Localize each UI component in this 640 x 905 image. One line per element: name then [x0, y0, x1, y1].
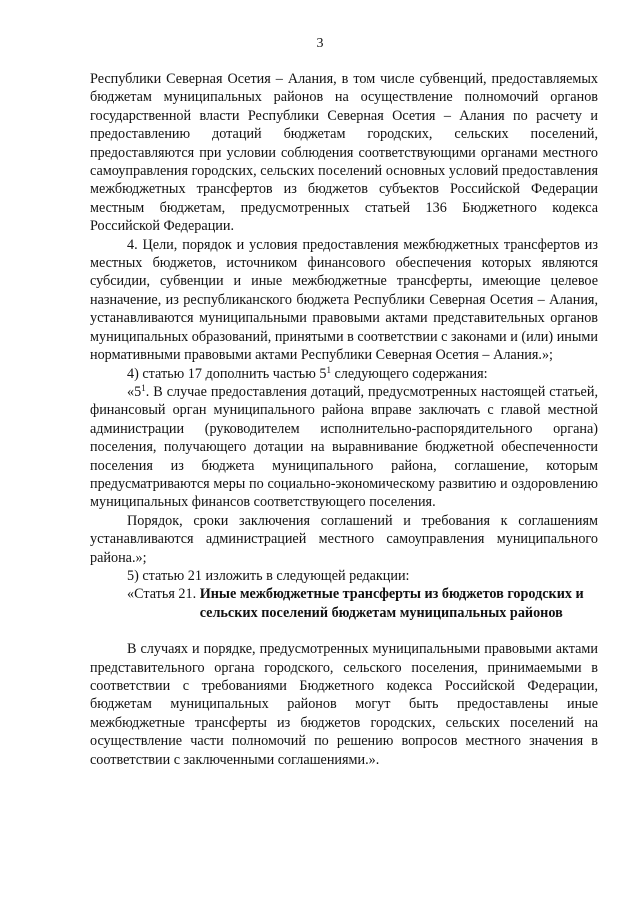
- part-5-1-text-end: . В случае предоставления дотаций, предусмотренных настоящей статьей, финансовый орган муниципального района вправе заключать с главой местной администрации (руководителем исполнительно-распорядительного органа) поселения, получающего дотации на выравнивание бюджетной обеспеченности поселения из бюджета муниципального района, соглашение, которым предусматриваются меры по социально-экономическому развитию и оздоровлению муниципальных финансов соответствующего поселения.: [90, 383, 598, 511]
- article-21-label: «Статья 21.: [127, 586, 200, 603]
- part-5-1-text-start: «5: [127, 383, 142, 400]
- amend-17-text-start: 4) статью 17 дополнить частью 5: [127, 365, 327, 382]
- amend-17-superscript: 1: [326, 364, 331, 375]
- amend-17-text-end: следующего содержания:: [330, 365, 488, 382]
- paragraph-article-21-body: В случаях и порядке, предусмотренных муниципальными правовыми актами представительного органа городского, сельского поселения, принимаемыми в соответствии с требованиями Бюджетного кодекса Российской Федерации, бюджетам муниципальных районов могут быть предоставлены иные межбюджетные трансферты из бюджетов городских, сельских поселений на осуществление части полномочий по решению вопросов местного значения в соответствии с заключенными соглашениями.».: [90, 641, 598, 768]
- paragraph-amend-article-21: 5) статью 21 изложить в следующей редакции:: [127, 567, 410, 584]
- paragraph-agreements-procedure: Порядок, сроки заключения соглашений и требования к соглашениям устанавливаются администрацией местного самоуправления муниципального района.»;: [90, 512, 598, 566]
- paragraph-amend-article-17: [90, 365, 598, 383]
- article-21-heading: [90, 585, 598, 622]
- paragraph-continuation: Республики Северная Осетия – Алания, в том числе субвенций, предоставляемых бюджетам муниципальных районов на осуществление полномочий органов государственной власти Республики Северная Осетия – Алания по расчету и предоставлению дотаций бюджетам городских, сельских поселений, предоставляются при условии соблюдения соответствующими органами местного самоуправления городских, сельских поселений основных условий предоставления межбюджетных трансфертов из бюджетов субъектов Российской Федерации местным бюджетам, предусмотренных статьей 136 Бюджетного кодекса Российской Федерации.: [90, 71, 598, 235]
- paragraph-item-4: 4. Цели, порядок и условия предоставления межбюджетных трансфертов из местных бюджетов, источником финансового обеспечения которых являются субсидии, субвенции и иные межбюджетные трансферты, имеющие целевое назначение, из республиканского бюджета Республики Северная Осетия – Алания, устанавливаются муниципальными правовыми актами представительных органов муниципальных образований, принятыми в соответствии с законами и (или) иными нормативными правовыми актами Республики Северная Осетия – Алания.»;: [90, 236, 598, 364]
- page-number: 3: [316, 36, 324, 51]
- article-21-title: Иные межбюджетные трансферты из бюджетов городских и сельских поселений бюджетам муниципальных районов: [199, 586, 584, 621]
- paragraph-part-5-1: [90, 383, 598, 512]
- part-5-1-superscript: 1: [141, 382, 146, 393]
- document-body: [90, 70, 598, 769]
